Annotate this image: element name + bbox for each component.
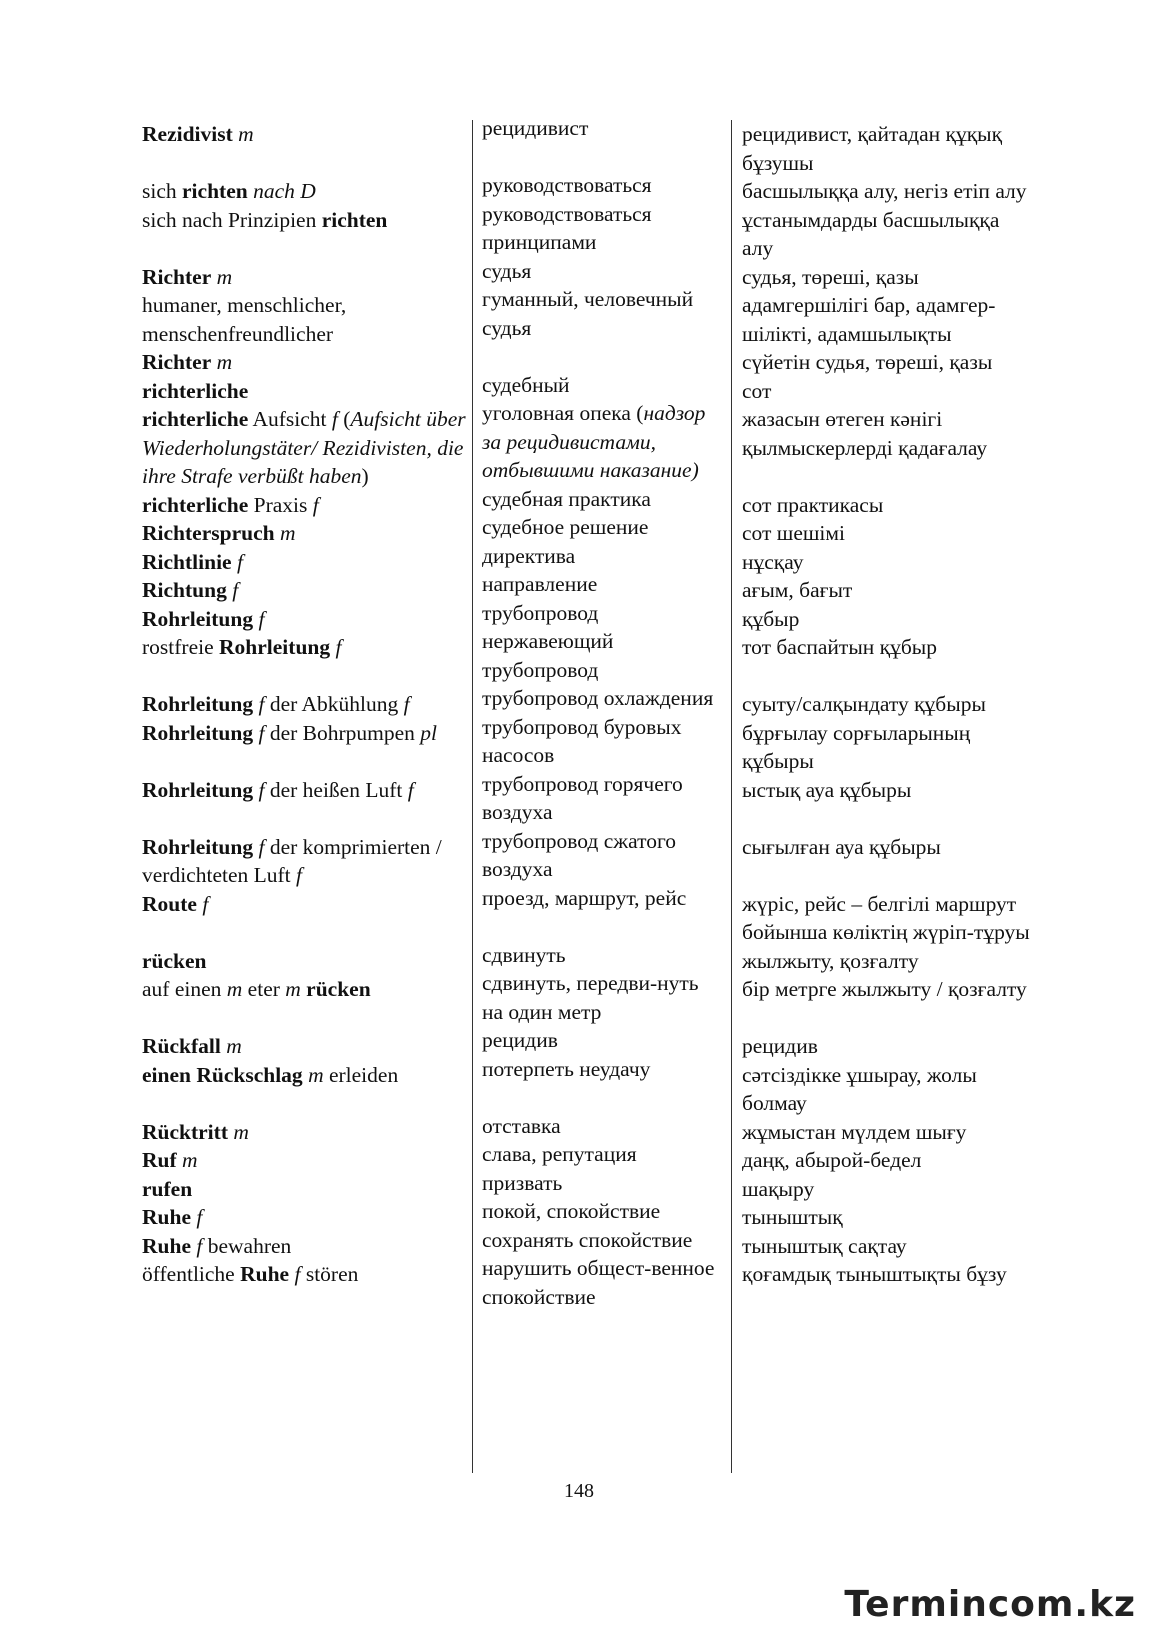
entry-russian: покой, спокойствие	[482, 1199, 661, 1223]
entry-german: Ruf m	[142, 1148, 198, 1172]
entry-german: Rohrleitung f der Abkühlung f	[142, 692, 410, 716]
logo-text: Termincom.kz	[844, 1583, 1136, 1625]
page-number: 148	[564, 1480, 594, 1502]
entry-kazakh: ұстанымдарды басшылыққа алу	[742, 207, 1000, 260]
entry-german: Ruhe f bewahren	[142, 1233, 292, 1258]
entry-german: Rohrleitung f der heißen Luft f	[142, 777, 414, 802]
entry-kazakh: жұмыстан мүлдем шығу	[742, 1119, 967, 1144]
entry-kazakh: судья, төреші, қазы	[742, 264, 919, 289]
entry-row	[142, 629, 1042, 690]
entry-russian: потерпеть неудачу	[482, 1056, 651, 1081]
entry-russian: нержавеющий трубопровод	[482, 629, 614, 682]
entry-kazakh: сүйетін судья, төреші, қазы	[742, 350, 993, 374]
entry-kazakh: ағым, бағыт	[742, 578, 853, 602]
entry-kazakh: жүріс, рейс – белгілі маршрут бойынша көліктің жүріп-тұруы	[742, 891, 1030, 944]
entry-german: Route f	[142, 891, 209, 916]
entry-russian: сохранять спокойствие	[482, 1227, 693, 1252]
entry-kazakh: тот баспайтын құбыр	[742, 635, 937, 659]
entry-kazakh: сығылған ауа құбыры	[742, 834, 941, 859]
entry-kazakh: адамгершілігі бар, адамгер-шілікті, адамшылықты	[742, 293, 996, 346]
entry-russian	[474, 342, 732, 371]
entry-kazakh: жылжыту, қозғалту	[742, 948, 919, 973]
entry-row	[142, 885, 1042, 947]
entry-russian: руководствоваться принципами	[482, 201, 652, 254]
entry-russian: директива	[482, 543, 576, 568]
entry-row	[142, 401, 1042, 491]
entry-row	[142, 1056, 1042, 1118]
entry-german: einen Rückschlag m erleiden	[142, 1062, 399, 1087]
entry-german: auf einen m eter m rücken	[142, 977, 371, 1001]
entry-kazakh: суыту/салқындату құбыры	[742, 692, 986, 716]
entry-row	[142, 116, 1042, 177]
entry-german: richterliche Praxis f	[142, 492, 319, 517]
entry-kazakh: сот шешімі	[742, 521, 845, 545]
entry-german: Richtlinie f	[142, 549, 243, 574]
entry-russian: судья	[482, 258, 532, 283]
entry-german: humaner, menschlicher, menschenfreundlicher	[142, 293, 347, 346]
entry-german: richterliche	[142, 378, 249, 403]
entry-german: Richtung f	[142, 578, 239, 602]
entry-german: sich nach Prinzipien richten	[142, 207, 388, 232]
entry-russian: рецидивист	[482, 116, 589, 140]
entry-german: Rezidivist m	[142, 122, 254, 146]
entry-row	[142, 1256, 1042, 1317]
entry-russian: отставка	[482, 1113, 561, 1138]
entry-russian: уголовная опека (надзор за рецидивистами, отбывшими наказание)	[482, 401, 706, 482]
entry-kazakh: рецидив	[742, 1034, 818, 1058]
entry-russian: трубопровод сжатого воздуха	[482, 828, 677, 881]
entry-russian: рецидив	[482, 1028, 558, 1052]
entry-kazakh: құбыр	[742, 606, 800, 631]
entry-german: Richter m	[142, 264, 233, 289]
entry-kazakh: жазасын өтеген кәнігі қылмыскерлерді қадағалау	[742, 407, 988, 460]
entry-kazakh: даңқ, абырой-бедел	[742, 1148, 922, 1172]
entry-russian: трубопровод горячего воздуха	[482, 771, 683, 824]
entry-german: Richterspruch m	[142, 521, 296, 545]
entries-table	[142, 116, 1042, 1317]
entry-german: Rücktritt m	[142, 1119, 249, 1144]
termincom-logo	[844, 1583, 1136, 1625]
entry-german: öffentliche Ruhe f stören	[142, 1262, 359, 1286]
entry-russian: нарушить общест-венное спокойствие	[482, 1256, 715, 1309]
entry-german: Richter m	[142, 350, 233, 374]
entry-row	[142, 828, 1042, 890]
entry-row	[142, 771, 1042, 833]
entry-german: sich richten nach D	[142, 179, 316, 203]
entry-kazakh: басшылыққа алу, негіз етіп алу	[742, 179, 1027, 203]
entry-russian: проезд, маршрут, рейс	[482, 885, 687, 910]
entry-row	[142, 287, 1042, 348]
entry-german: richterliche Aufsicht f (Aufsicht über Wiederholungstäter/ Rezidivisten, die ihre Strafe verbüßt haben)	[142, 407, 466, 488]
entry-russian: судебная практика	[482, 486, 651, 511]
entry-russian: направление	[482, 572, 598, 596]
entry-kazakh: тыныштық	[742, 1205, 843, 1229]
entry-kazakh: сот практикасы	[742, 492, 884, 517]
entry-german: rostfreie Rohrleitung f	[142, 635, 342, 659]
entry-kazakh: рецидивист, қайтадан құқық бұзушы	[742, 122, 1003, 175]
entry-russian: трубопровод	[482, 600, 599, 625]
entry-russian: призвать	[482, 1170, 563, 1195]
entry-russian: сдвинуть, передви-нуть на один метр	[482, 971, 699, 1024]
entry-kazakh: ыстық ауа құбыры	[742, 777, 912, 802]
entry-kazakh: сот	[742, 378, 772, 403]
entry-russian: судебное решение	[482, 515, 649, 539]
entry-russian: сдвинуть	[482, 942, 566, 967]
entry-kazakh: бір метрге жылжыту / қозғалту	[742, 977, 1027, 1001]
entry-kazakh: тыныштық сақтау	[742, 1233, 907, 1258]
entry-german: rufen	[142, 1176, 193, 1201]
entry-german: Rückfall m	[142, 1034, 242, 1058]
entry-german: Rohrleitung f	[142, 606, 265, 631]
entry-russian: судебный	[482, 372, 570, 397]
entry-russian: руководствоваться	[482, 173, 652, 197]
entry-row	[142, 971, 1042, 1032]
entry-german: Rohrleitung f der komprimierten / verdichteten Luft f	[142, 834, 442, 887]
entry-kazakh: шақыру	[742, 1176, 815, 1201]
entry-row	[142, 201, 1042, 263]
entry-russian: гуманный, человечный судья	[482, 287, 694, 340]
entry-kazakh: қоғамдық тыныштықты бұзу	[742, 1262, 1007, 1286]
entry-russian: слава, репутация	[482, 1142, 637, 1166]
entry-kazakh: нұсқау	[742, 549, 804, 574]
entry-russian: трубопровод буровых насосов	[482, 714, 682, 767]
entry-kazakh: бұрғылау сорғыларының құбыры	[742, 720, 971, 773]
entry-kazakh: сәтсіздікке ұшырау, жолы болмау	[742, 1062, 977, 1115]
entry-row	[142, 714, 1042, 776]
entry-russian: трубопровод охлаждения	[482, 686, 714, 710]
entry-german: Rohrleitung f der Bohrpumpen pl	[142, 720, 438, 745]
entry-german: Ruhe f	[142, 1205, 203, 1229]
entry-german: rücken	[142, 948, 207, 973]
